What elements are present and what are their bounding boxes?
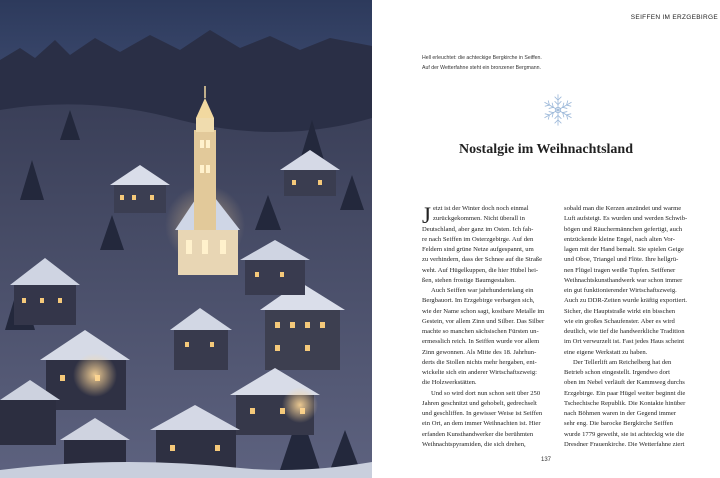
text-page xyxy=(372,0,720,478)
body-line: zu verhindern, dass der Schnee auf die Straße xyxy=(422,256,543,264)
lamp-glow xyxy=(282,387,318,423)
body-line: lagen mit der Hand bemalt. Sie spielen Geige xyxy=(564,246,684,253)
body-line: eine eigene Werkstatt zu haben. xyxy=(564,348,648,356)
body-line: und Oboe, Triangel und Flöte. Ihre hellgrü- xyxy=(564,256,679,264)
text-column-left xyxy=(422,204,554,450)
body-line: nach Böhmen waren in der Gegend immer xyxy=(564,410,677,417)
body-line: ßen, stehen frostige Baumgestalten. xyxy=(422,276,516,284)
body-line: derts die Stollen nichts mehr hergaben, ent- xyxy=(422,358,537,366)
body-line: Deutschland, aber ganz im Osten. Ich fah- xyxy=(422,225,534,233)
body-line: re nach Seiffen im Osterzgebirge. Auf den xyxy=(422,235,534,243)
article-title: Nostalgie im Weihnachtsland xyxy=(459,142,633,157)
body-line: weht. Auf Hügelkuppen, die hier Hübel hei- xyxy=(422,266,539,274)
body-line: entzückende kleine Engel, nach alten Vor- xyxy=(564,235,675,243)
snowflake-icon xyxy=(540,92,576,128)
body-line: Weihnachtskunsthandwerk war schon immer xyxy=(564,276,683,284)
body-line: machte so manchen sächsischen Fürsten un- xyxy=(422,328,539,335)
body-line: sehr eng. Die barocke Bergkirche Seiffen xyxy=(564,420,673,428)
running-header: SEIFFEN IM ERZGEBIRGE xyxy=(630,14,718,21)
caption-line: Auf der Wetterfahne steht ein bronzener Bergmann. xyxy=(422,64,541,71)
page-number: 137 xyxy=(540,457,551,463)
body-line: Tschechische Republik. Die Kontakte hinüber xyxy=(564,399,686,407)
body-line: nen Flügel tragen weiße Tupfen. Seiffener xyxy=(564,266,676,274)
photo-caption xyxy=(422,54,542,73)
body-line: im Ort verwurzelt ist. Fast jedes Haus scheint xyxy=(564,338,685,346)
body-line: Feldern sind grüne Netze aufgespannt, um xyxy=(422,246,534,253)
body-line: Jahren geschnitzt und gehobelt, gedrechselt xyxy=(422,399,537,407)
drop-cap: J xyxy=(422,203,431,228)
body-line: Gestein, vor allem Zinn und Silber. Das Silber xyxy=(422,317,545,325)
body-line: zurückgekommen. Nicht überall in xyxy=(433,215,525,223)
body-line: Bergbauort. Im Erzgebirge verbargen sich, xyxy=(422,297,535,305)
body-line: sobald man die Kerzen anzündet und warme xyxy=(564,205,682,212)
body-line: deutlich, wie tief die handwerkliche Tradition xyxy=(564,328,685,335)
body-line: und geschliffen. In gewisser Weise ist Seiffen xyxy=(422,410,543,417)
body-line: Der Tellerlift am Reichelberg hat den xyxy=(573,358,672,366)
body-line: wie ein großes Schaufenster. Aber es wird xyxy=(564,317,675,325)
body-line: Erzgebirge. Ein paar Hügel weiter beginnt die xyxy=(564,389,686,397)
body-line: wickelte sich ein anderer Wirtschaftszweig: xyxy=(422,369,537,376)
body-line: Und so wird dort nun schon seit über 250 xyxy=(431,389,541,397)
body-line: erfanden Kunsthandwerker die berühmten xyxy=(422,430,534,438)
body-line: ein Ort, an dem immer Weihnachten ist. Hier xyxy=(422,420,541,428)
body-line: Luft aufsteigt. Es wurden und werden Schwib- xyxy=(564,215,688,223)
lamp-glow xyxy=(73,353,117,397)
caption-line: Hell erleuchtet: die achteckige Bergkirche in Seiffen. xyxy=(422,55,542,61)
body-line: Weihnachtspyramiden, die sich drehen, xyxy=(422,440,526,448)
body-line: ermesslich reich. In Seiffen wurde vor allem xyxy=(422,338,540,346)
text-column-right xyxy=(564,204,692,450)
body-line: die Holzwerkstätten. xyxy=(422,379,477,387)
body-line: bögen und Räuchermännchen gefertigt, auch xyxy=(564,225,683,233)
body-line: Auch zu DDR-Zeiten wurde kräftig exportiert. xyxy=(564,297,688,305)
body-line: Zinn gewonnen. Als Mitte des 18. Jahrhun- xyxy=(422,348,537,356)
body-line: Sicher, die Hauptstraße wirkt ein bisschen xyxy=(564,307,676,315)
body-line: ein gut funktionierender Wirtschaftszweig. xyxy=(564,287,677,294)
body-line: wurde 1779 geweiht, sie ist achteckig wie die xyxy=(564,430,685,438)
body-line: Betrieb schon eingestellt. Irgendwo dort xyxy=(564,369,670,376)
body-line: Auch Seiffen war jahrhundertelang ein xyxy=(431,287,534,294)
body-line: Dresdner Frauenkirche. Die Wetterfahne ziert xyxy=(564,440,685,448)
body-line: wie der Name schon sagt, kostbare Metalle im xyxy=(422,307,545,315)
body-line: etzt ist der Winter doch noch einmal xyxy=(433,205,529,212)
body-line: oben im Nebel verläuft der Kammweg durchs xyxy=(564,379,685,387)
